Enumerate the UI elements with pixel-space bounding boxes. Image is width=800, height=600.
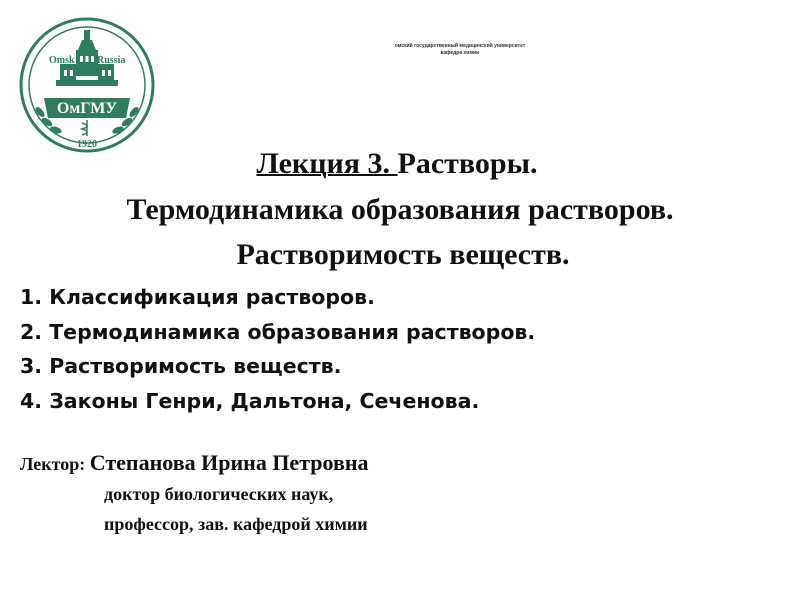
outline-item-text: . Термодинамика образования растворов.: [34, 319, 536, 344]
lecture-topic: Растворы.: [397, 147, 538, 180]
lecturer-position: профессор, зав. кафедрой химии: [104, 514, 368, 534]
lecturer-label: Лектор:: [20, 454, 90, 474]
outline-item-number: 4: [20, 388, 35, 413]
outline-item-number: 1: [20, 285, 35, 309]
outline-item-text: . Растворимость веществ.: [34, 354, 342, 378]
logo-russia-text: Russia: [97, 55, 126, 66]
university-logo: [18, 16, 156, 154]
lecture-outline: [20, 282, 535, 420]
outline-item-number: 2: [20, 319, 35, 344]
lecturer-degree: доктор биологических наук,: [104, 484, 334, 504]
logo-omsk-text: Omsk: [49, 55, 75, 66]
outline-item-text: . Классификация растворов.: [34, 285, 375, 309]
outline-item: [20, 282, 535, 317]
title-line-1: [0, 147, 797, 181]
title-line-3: Растворимость веществ.: [236, 238, 570, 271]
outline-item: [20, 351, 535, 386]
outline-item-text: . Законы Генри, Дальтона, Сеченова.: [34, 388, 480, 413]
lecturer-name: Степанова Ирина Петровна: [89, 450, 369, 475]
outline-item: [20, 386, 535, 421]
outline-item: [20, 317, 535, 352]
logo-year-text: 1920: [77, 139, 97, 150]
title-line-2: Термодинамика образования растворов.: [126, 193, 674, 226]
lecturer: [20, 450, 369, 476]
logo-name-text: ОмГМУ: [56, 100, 118, 117]
department-name: кафедра химии: [440, 50, 480, 56]
outline-item-number: 3: [20, 354, 35, 378]
university-name: омский государственный медицинский университет: [394, 43, 526, 49]
lecture-number: Лекция 3.: [256, 147, 398, 180]
